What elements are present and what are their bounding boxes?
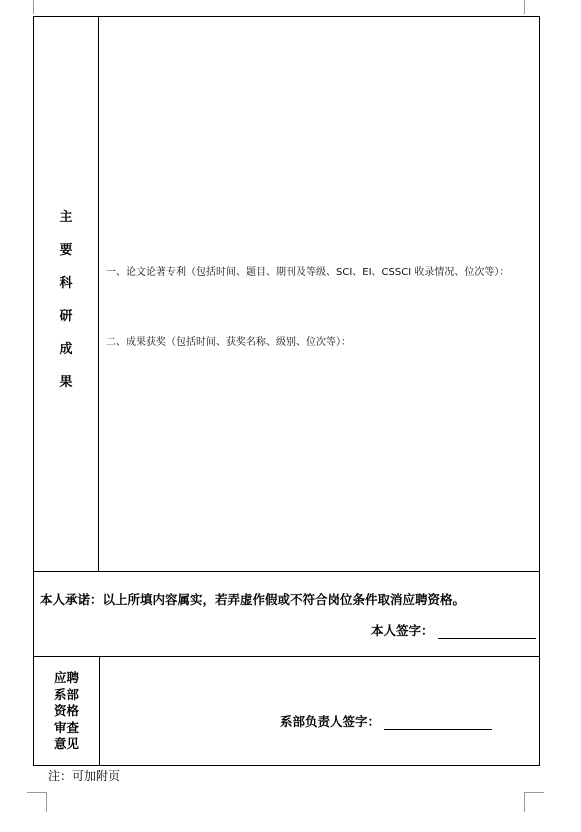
research-results-content[interactable] bbox=[100, 17, 539, 571]
label-line: 审查 bbox=[53, 719, 79, 735]
department-head-signature-line[interactable] bbox=[384, 717, 492, 730]
label-char: 主 bbox=[59, 210, 73, 225]
commitment-row bbox=[34, 572, 539, 657]
department-head-signature bbox=[280, 712, 492, 730]
crop-mark-bottom-right-h bbox=[524, 792, 544, 793]
department-review-content[interactable] bbox=[100, 657, 539, 765]
applicant-signature bbox=[371, 621, 536, 639]
research-results-label bbox=[34, 210, 98, 408]
department-review-row bbox=[34, 657, 539, 765]
crop-mark-bottom-right-v bbox=[524, 792, 525, 812]
label-line: 意见 bbox=[53, 736, 79, 751]
footer-note: 注：可加附页 bbox=[48, 769, 121, 783]
label-char: 科 bbox=[59, 276, 73, 291]
crop-mark-top-right-v bbox=[524, 0, 525, 14]
commitment-text: 本人承诺：以上所填内容属实，若弄虚作假或不符合岗位条件取消应聘资格。 bbox=[40, 592, 466, 607]
research-results-row bbox=[34, 17, 539, 572]
papers-patents-item: 一、论文论著专利（包括时间、题目、期刊及等级、SCI、EI、CSSCI 收录情况、位次等）： bbox=[106, 267, 510, 278]
department-review-label-cell bbox=[34, 657, 100, 765]
crop-mark-top-left-v bbox=[33, 0, 34, 14]
crop-mark-bottom-left-h bbox=[27, 792, 47, 793]
label-char: 研 bbox=[59, 309, 73, 324]
label-char: 果 bbox=[59, 375, 73, 390]
label-line: 应聘 bbox=[53, 670, 79, 685]
label-char: 成 bbox=[59, 342, 73, 357]
awards-item: 二、成果获奖（包括时间、获奖名称、级别、位次等）： bbox=[106, 337, 351, 348]
research-results-label-cell bbox=[34, 17, 99, 571]
label-char: 要 bbox=[59, 243, 73, 258]
applicant-signature-line[interactable] bbox=[438, 626, 536, 639]
department-head-signature-label: 系部负责人签字： bbox=[280, 714, 381, 729]
applicant-signature-label: 本人签字： bbox=[371, 623, 434, 638]
label-line: 资格 bbox=[53, 703, 79, 718]
crop-mark-bottom-left-v bbox=[46, 792, 47, 812]
label-line: 系部 bbox=[53, 686, 79, 702]
department-review-label bbox=[34, 670, 99, 753]
form-table bbox=[33, 16, 540, 766]
